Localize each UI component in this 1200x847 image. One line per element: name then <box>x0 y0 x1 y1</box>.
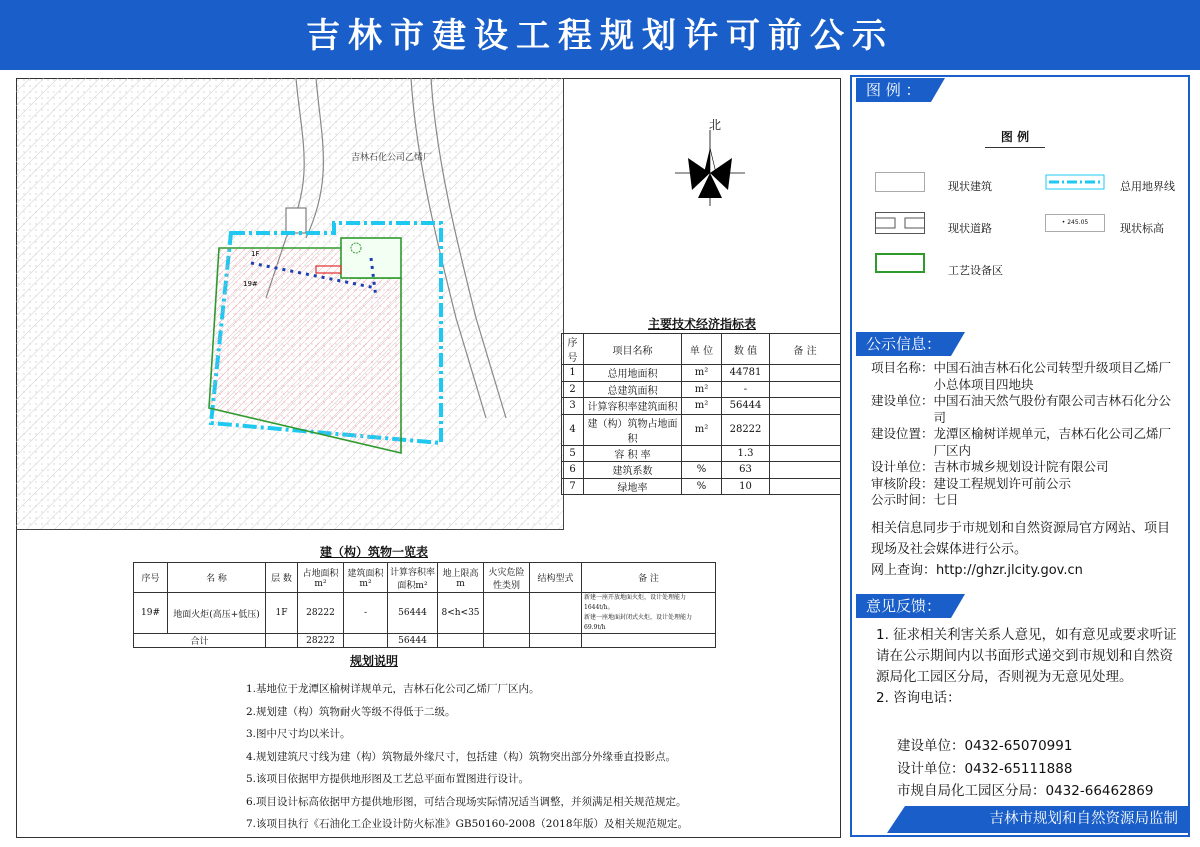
table-cell: 绿地率 <box>584 478 682 495</box>
table-total-row <box>134 634 716 648</box>
table-cell: 建筑系数 <box>584 462 682 479</box>
list-item: 5.该项目依据甲方提供地形图及工艺总平面布置图进行设计。 <box>246 773 530 785</box>
table-cell: 56444 <box>722 398 770 415</box>
building-table-title: 建（构）筑物一览表 <box>320 545 429 559</box>
table-cell: 28222 <box>722 414 770 445</box>
building-table <box>133 562 716 648</box>
feedback-item: 1. 征求相关利害关系人意见，如有意见或要求听证请在公示期间内以书面形式递交到市规划和自然资源局化工园区分局，否则视为无意见处理。 <box>876 627 1177 685</box>
table-header: 序号 <box>134 563 168 593</box>
table-header: 计算容积率面积m² <box>388 563 438 593</box>
info-value: 龙潭区榆树详规单元，吉林石化公司乙烯厂厂区内 <box>933 426 1172 458</box>
table-cell: m² <box>682 398 722 415</box>
table-cell <box>530 634 582 648</box>
table-row <box>134 593 716 634</box>
table-cell: 10 <box>722 478 770 495</box>
legend-label: 工艺设备区 <box>948 264 1003 277</box>
list-item: 2.规划建（构）筑物耐火等级不得低于二级。 <box>246 705 456 718</box>
legend-label: 现状道路 <box>948 222 992 235</box>
existing-road-symbol <box>875 212 925 234</box>
table-cell <box>770 398 841 415</box>
footer-banner: 吉林市规划和自然资源局监制 <box>905 806 1190 833</box>
table-cell: 总用地面积 <box>584 365 682 382</box>
table-row <box>562 462 841 479</box>
table-row <box>562 381 841 398</box>
table-header: 火灾危险性类别 <box>484 563 530 593</box>
info-list <box>871 360 1181 509</box>
map-area-label: 吉林石化公司乙烯厂 <box>351 153 433 163</box>
table-cell: 2 <box>562 381 584 398</box>
table-cell <box>530 593 582 634</box>
table-cell: % <box>682 478 722 495</box>
table-row <box>562 478 841 495</box>
page-banner: 吉林市建设工程规划许可前公示 <box>0 0 1200 70</box>
notes-title: 规划说明 <box>350 654 399 668</box>
table-header: 建筑面积m² <box>344 563 388 593</box>
table-cell: 总建筑面积 <box>584 381 682 398</box>
info-key: 建设位置： <box>871 426 934 441</box>
feedback-text <box>876 625 1186 709</box>
list-item: 4.规划建筑尺寸线为建（构）筑物最外缘尺寸，包括建（构）筑物突出部分外缘垂直投影点。 <box>246 750 677 763</box>
table-header-row <box>562 334 841 365</box>
table-cell <box>770 381 841 398</box>
table-header: 层 数 <box>266 563 298 593</box>
phone-item: 市规自局化工园区分局：0432-66462869 <box>897 783 1154 799</box>
table-header-row <box>134 563 716 593</box>
info-key: 审核阶段： <box>871 475 934 491</box>
table-cell <box>770 414 841 445</box>
table-row <box>562 414 841 445</box>
existing-building-symbol <box>875 172 925 192</box>
site-plan-svg <box>16 78 564 530</box>
table-cell: - <box>344 593 388 634</box>
table-cell: 容 积 率 <box>584 445 682 462</box>
legend-heading: 图 例 ： <box>856 78 931 102</box>
table-cell: 7 <box>562 478 584 495</box>
legend-label: 现状标高 <box>1120 222 1164 235</box>
info-key: 公示时间： <box>871 492 934 507</box>
list-item: 1.基地位于龙潭区榆树详规单元，吉林石化公司乙烯厂厂区内。 <box>246 683 540 695</box>
info-row <box>871 426 1181 459</box>
north-arrow-icon <box>670 118 750 208</box>
table-cell: m² <box>682 414 722 445</box>
econ-table <box>561 333 841 495</box>
table-cell: 地面火炬(高压+低压) <box>168 593 266 634</box>
table-cell <box>770 478 841 495</box>
notes-list <box>246 678 688 836</box>
table-cell <box>484 593 530 634</box>
table-header: 备 注 <box>770 334 841 365</box>
table-cell: 63 <box>722 462 770 479</box>
table-cell: 合计 <box>134 634 266 648</box>
table-header: 名 称 <box>168 563 266 593</box>
legend-title-underline <box>985 147 1045 148</box>
table-cell <box>484 634 530 648</box>
table-cell-note <box>582 593 716 634</box>
table-cell <box>770 365 841 382</box>
table-cell: m² <box>682 365 722 382</box>
table-cell: 建（构）筑物占地面积 <box>584 414 682 445</box>
list-item: 6.项目设计标高依据甲方提供地形图，可结合现场实际情况适当调整，并须满足相关规范规定。 <box>246 795 687 808</box>
map-floor-label: 1F <box>251 250 260 258</box>
table-cell: 44781 <box>722 365 770 382</box>
econ-table-title: 主要技术经济指标表 <box>648 317 757 331</box>
table-cell: 19# <box>134 593 168 634</box>
info-key: 设计单位： <box>871 459 934 474</box>
elevation-sample: • 245.05 <box>1045 214 1105 232</box>
info-row <box>871 476 1181 493</box>
legend-title: 图 例 <box>1000 130 1030 144</box>
table-cell <box>770 462 841 479</box>
info-value: 建设工程规划许可前公示 <box>933 475 1072 491</box>
existing-building <box>286 208 306 233</box>
info-value: 中国石油吉林石化公司转型升级项目乙烯厂小总体项目四地块 <box>933 360 1172 392</box>
table-header: 项目名称 <box>584 334 682 365</box>
table-cell: 1F <box>266 593 298 634</box>
north-label: 北 <box>709 118 722 132</box>
table-header: 序号 <box>562 334 584 365</box>
table-cell: 3 <box>562 398 584 415</box>
info-key: 建设单位： <box>871 393 934 408</box>
table-cell <box>438 634 484 648</box>
info-value: 吉林市城乡规划设计院有限公司 <box>933 459 1109 474</box>
table-header: 占地面积m² <box>298 563 344 593</box>
table-cell: 28222 <box>298 634 344 648</box>
table-cell: 56444 <box>388 593 438 634</box>
table-cell <box>344 634 388 648</box>
table-cell: 6 <box>562 462 584 479</box>
info-value: 七日 <box>933 492 959 507</box>
table-row <box>562 398 841 415</box>
info-key: 项目名称： <box>871 360 934 375</box>
site-boundary-symbol <box>1045 173 1105 191</box>
table-cell: 56444 <box>388 634 438 648</box>
table-header: 地上限高m <box>438 563 484 593</box>
note-line: 新建一座开放地面火炬，设计处理能力1644t/h。 <box>584 594 687 611</box>
table-cell: 5 <box>562 445 584 462</box>
table-cell: 8<h<35 <box>438 593 484 634</box>
table-cell <box>682 445 722 462</box>
info-value: 中国石油天然气股份有限公司吉林石化分公司 <box>933 393 1172 425</box>
legend-label: 现状建筑 <box>948 180 992 193</box>
phone-item: 建设单位：0432-65070991 <box>897 738 1073 754</box>
legend-label: 总用地界线 <box>1120 180 1175 193</box>
table-cell <box>582 634 716 648</box>
phone-item: 设计单位：0432-65111888 <box>897 760 1073 777</box>
info-heading: 公示信息： <box>856 332 951 356</box>
site-plan-map <box>16 78 564 530</box>
info-row <box>871 393 1181 426</box>
table-header: 单 位 <box>682 334 722 365</box>
table-cell: 4 <box>562 414 584 445</box>
table-cell <box>266 634 298 648</box>
table-cell: 计算容积率建筑面积 <box>584 398 682 415</box>
table-row <box>562 445 841 462</box>
note-line: 新建一座地面封闭式火炬，设计处理能力69.9t/h <box>584 614 693 631</box>
list-item: 3.图中尺寸均以米计。 <box>246 728 351 740</box>
table-cell: % <box>682 462 722 479</box>
info-row <box>871 459 1181 476</box>
table-header: 结构型式 <box>530 563 582 593</box>
feedback-item: 2. 咨询电话： <box>876 690 961 706</box>
info-extra <box>871 518 1181 581</box>
table-cell: - <box>722 381 770 398</box>
table-cell: 1.3 <box>722 445 770 462</box>
table-cell: 28222 <box>298 593 344 634</box>
table-header: 数 值 <box>722 334 770 365</box>
table-cell: m² <box>682 381 722 398</box>
info-row <box>871 360 1181 393</box>
list-item: 7.该项目执行《石油化工企业设计防火标准》GB50160-2008（2018年版）及相关规范规定。 <box>246 818 689 830</box>
map-building-id: 19# <box>243 280 258 288</box>
table-cell: 1 <box>562 365 584 382</box>
phone-list <box>897 735 1153 803</box>
process-area-symbol <box>875 253 925 273</box>
table-row <box>562 365 841 382</box>
info-row <box>871 492 1181 509</box>
sync-text: 相关信息同步于市规划和自然资源局官方网站、项目现场及社会媒体进行公示。 <box>871 521 1171 557</box>
feedback-heading: 意见反馈： <box>856 594 951 618</box>
table-cell <box>770 445 841 462</box>
table-header: 备 注 <box>582 563 716 593</box>
query-link[interactable]: 网上查询：http://ghzr.jlcity.gov.cn <box>871 563 1083 578</box>
